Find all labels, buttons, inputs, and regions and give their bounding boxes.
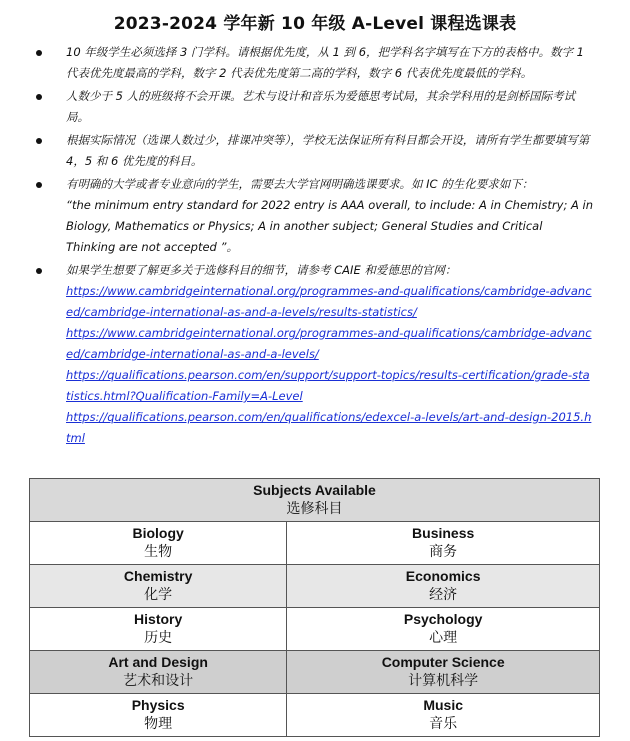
subject-cell-economics [287,565,600,608]
table-header-row [30,479,600,522]
subject-cell-art-and-design [30,651,287,694]
subject-name-en: History [134,611,183,627]
subject-name-zh: 音乐 [429,716,458,732]
table-row [30,694,600,737]
subject-name-en: Biology [132,525,184,541]
subject-cell-computer-science [287,651,600,694]
subject-name-zh: 生物 [144,544,173,560]
subject-name-zh: 历史 [144,630,173,646]
link-caie-results-statistics[interactable]: https://www.cambridgeinternational.org/programmes-and-qualifications/cambridge-advanced/cambridge-international-as-and-a-levels/results-statistics/ [66,284,592,319]
bullet-item-1 [28,42,594,84]
bullet-text: 根据实际情况（选课人数过少，排课冲突等），学校无法保证所有科目都会开设，请所有学生都要填写第 4，5 和 6 优先度的科目。 [66,133,590,168]
subject-name-en: Computer Science [381,654,505,670]
bullet-dot-icon [36,94,42,100]
ic-requirement-quote: “the minimum entry standard for 2022 entry is AAA overall, to include: A in Chemistry; A in Biology, Mathematics or Physics; A in another subject; General Studies and Critical Thinking are not accepted ”。 [66,198,594,254]
bullet-dot-icon [36,138,42,144]
subject-cell-physics [30,694,287,737]
subject-name-zh: 物理 [144,716,173,732]
subject-name-zh: 化学 [144,587,173,603]
bullet-dot-icon [36,182,42,188]
table-row [30,608,600,651]
subject-name-en: Business [412,525,475,541]
bullet-text: 人数少于 5 人的班级将不会开课。艺术与设计和音乐为爱德思考试局，其余学科用的是剑桥国际考试局。 [66,89,576,124]
link-pearson-grade-statistics[interactable]: https://qualifications.pearson.com/en/support/support-topics/results-certification/grade-statistics.html?Qualification-Family=A-Level [66,368,590,403]
subject-name-en: Art and Design [108,654,208,670]
bullet-text: 有明确的大学或者专业意向的学生，需要去大学官网明确选课要求。如 IC 的生化要求如下： [66,177,534,191]
page-title: 2023-2024 学年新 10 年级 A-Level 课程选课表 [113,14,517,34]
bullet-item-5 [28,260,594,449]
subject-name-en: Chemistry [123,568,193,584]
table-header-en: Subjects Available [253,482,376,498]
subjects-table [29,478,600,737]
table-row [30,522,600,565]
subject-name-zh: 经济 [429,587,458,603]
subject-name-zh: 商务 [429,544,458,560]
table-header-zh: 选修科目 [286,501,343,517]
link-caie-as-a-levels[interactable]: https://www.cambridgeinternational.org/programmes-and-qualifications/cambridge-advanced/cambridge-international-as-and-a-levels/ [66,326,592,361]
subject-name-en: Psychology [403,611,483,627]
subject-cell-history [30,608,287,651]
table-row [30,651,600,694]
subject-name-zh: 计算机科学 [408,673,479,689]
subject-cell-business [287,522,600,565]
instructions-list [28,42,594,451]
subject-name-en: Economics [405,568,481,584]
subject-cell-music [287,694,600,737]
subject-name-zh: 心理 [429,630,458,646]
subject-name-zh: 艺术和设计 [123,673,194,689]
subject-name-en: Music [423,697,463,713]
table-row [30,565,600,608]
subject-name-en: Physics [131,697,185,713]
subject-cell-psychology [287,608,600,651]
bullet-text: 如果学生想要了解更多关于选修科目的细节，请参考 CAIE 和爱德思的官网： [66,263,457,277]
bullet-dot-icon [36,268,42,274]
link-pearson-art-and-design[interactable]: https://qualifications.pearson.com/en/qualifications/edexcel-a-levels/art-and-design-2015.html [66,410,592,445]
subject-cell-chemistry [30,565,287,608]
bullet-dot-icon [36,50,42,56]
bullet-item-4 [28,174,594,258]
subject-cell-biology [30,522,287,565]
bullet-item-3 [28,130,594,172]
table-header-cell [30,479,600,522]
bullet-text: 10 年级学生必须选择 3 门学科。请根据优先度，从 1 到 6，把学科名字填写在下方的表格中。数字 1 代表优先度最高的学科，数字 2 代表优先度第二高的学科，数字 6 代表优先度最低的学科。 [66,45,584,80]
bullet-item-2 [28,86,594,128]
